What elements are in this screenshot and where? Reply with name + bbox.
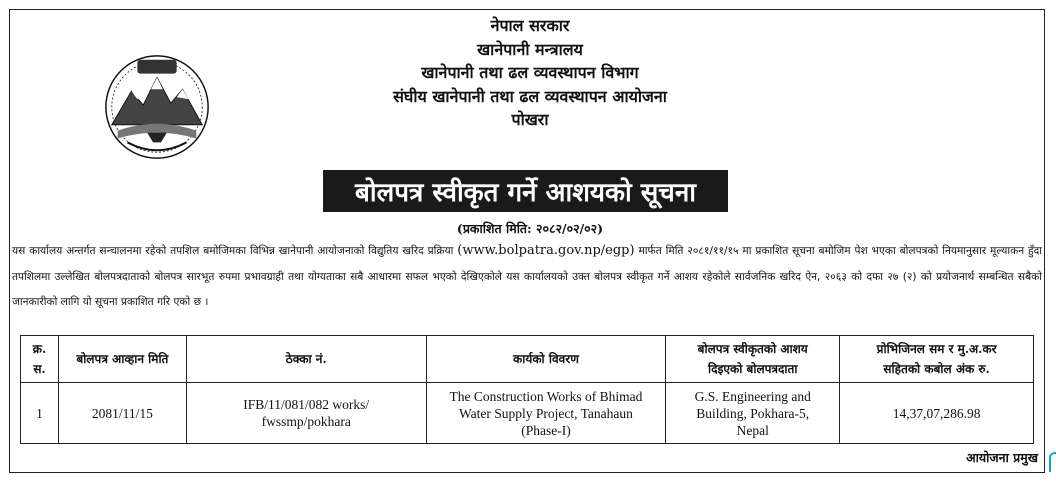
edge-accent-mark xyxy=(1049,452,1056,472)
signature-project-chief: आयोजना प्रमुख xyxy=(966,450,1038,465)
table-row xyxy=(21,383,1034,444)
header-department: खानेपानी तथा ढल व्यवस्थापन विभाग xyxy=(421,63,639,82)
cell-date: 2081/11/15 xyxy=(58,383,186,444)
office-header xyxy=(300,14,760,132)
header-contract-no: ठेक्का नं. xyxy=(186,336,426,383)
nepal-government-emblem-icon xyxy=(98,48,216,166)
cell-bidder: G.S. Engineering and Building, Pokhara-5, Nepal xyxy=(666,383,840,444)
header-bid-amount: प्रोभिजिनल सम र मु.अ.कर सहितको कबोल अंक रु. xyxy=(840,336,1034,383)
header-ministry: खानेपानी मन्त्रालय xyxy=(477,39,583,59)
notice-title: बोलपत्र स्वीकृत गर्ने आशयको सूचना xyxy=(323,170,728,212)
cell-bid-amount: 14,37,07,286.98 xyxy=(840,383,1034,444)
cell-work-description: The Construction Works of Bhimad Water Supply Project, Tanahaun (Phase-I) xyxy=(426,383,666,444)
notice-body xyxy=(12,238,1042,316)
publication-date: (प्रकाशित मिति: २०८२/०२/०२) xyxy=(456,221,604,236)
table-header-row xyxy=(21,336,1034,383)
header-government: नेपाल सरकार xyxy=(490,16,570,35)
header-project: संघीय खानेपानी तथा ढल व्यवस्थापन आयोजना xyxy=(393,86,667,106)
body-text-part2: मार्फत मिति २०८१/११/१५ मा प्रकाशित सूचना बमोजिम पेश भएका बोलपत्रको नियमानुसार मूल्याकन हुँदा तपशिलमा उल्लेखित बोलपत्रदाताको बोलपत्र सारभूत रुपमा प्रभावग्राही तथा योग्यताका सबै आधारमा सफल भएको देखिएकोले यस कार्यालयको उक्त बोलपत्र स्वीकृत गर्ने आशय रहेकोले सार्वजनिक खरिद ऐन, २०६३ को दफा २७ (२) को प्रयोजनार्थ सम्बन्धित सबैको जानकारीको लागि यो सूचना प्रकाशित गरि एको छ । xyxy=(12,245,1042,308)
award-table xyxy=(20,335,1034,444)
body-text-part1: यस कार्यालय अन्तर्गत सन्चालनमा रहेको तपशिल बमोजिमका विभिन्न खानेपानी आयोजनाको विद्युतिय खरिद प्रक्रिया xyxy=(12,245,454,257)
egp-website-link[interactable]: (www.bolpatra.gov.np/egp) xyxy=(457,243,635,258)
cell-contract-no: IFB/11/081/082 works/ fwssmp/pokhara xyxy=(186,383,426,444)
header-serial: क्र. स. xyxy=(21,336,59,383)
cell-serial: 1 xyxy=(21,383,59,444)
header-bidder: बोलपत्र स्वीकृतको आशय दिइएको बोलपत्रदाता xyxy=(666,336,840,383)
header-location: पोखरा xyxy=(511,110,549,129)
header-bid-invitation-date: बोलपत्र आव्हान मिति xyxy=(58,336,186,383)
header-work-description: कार्यको विवरण xyxy=(426,336,666,383)
